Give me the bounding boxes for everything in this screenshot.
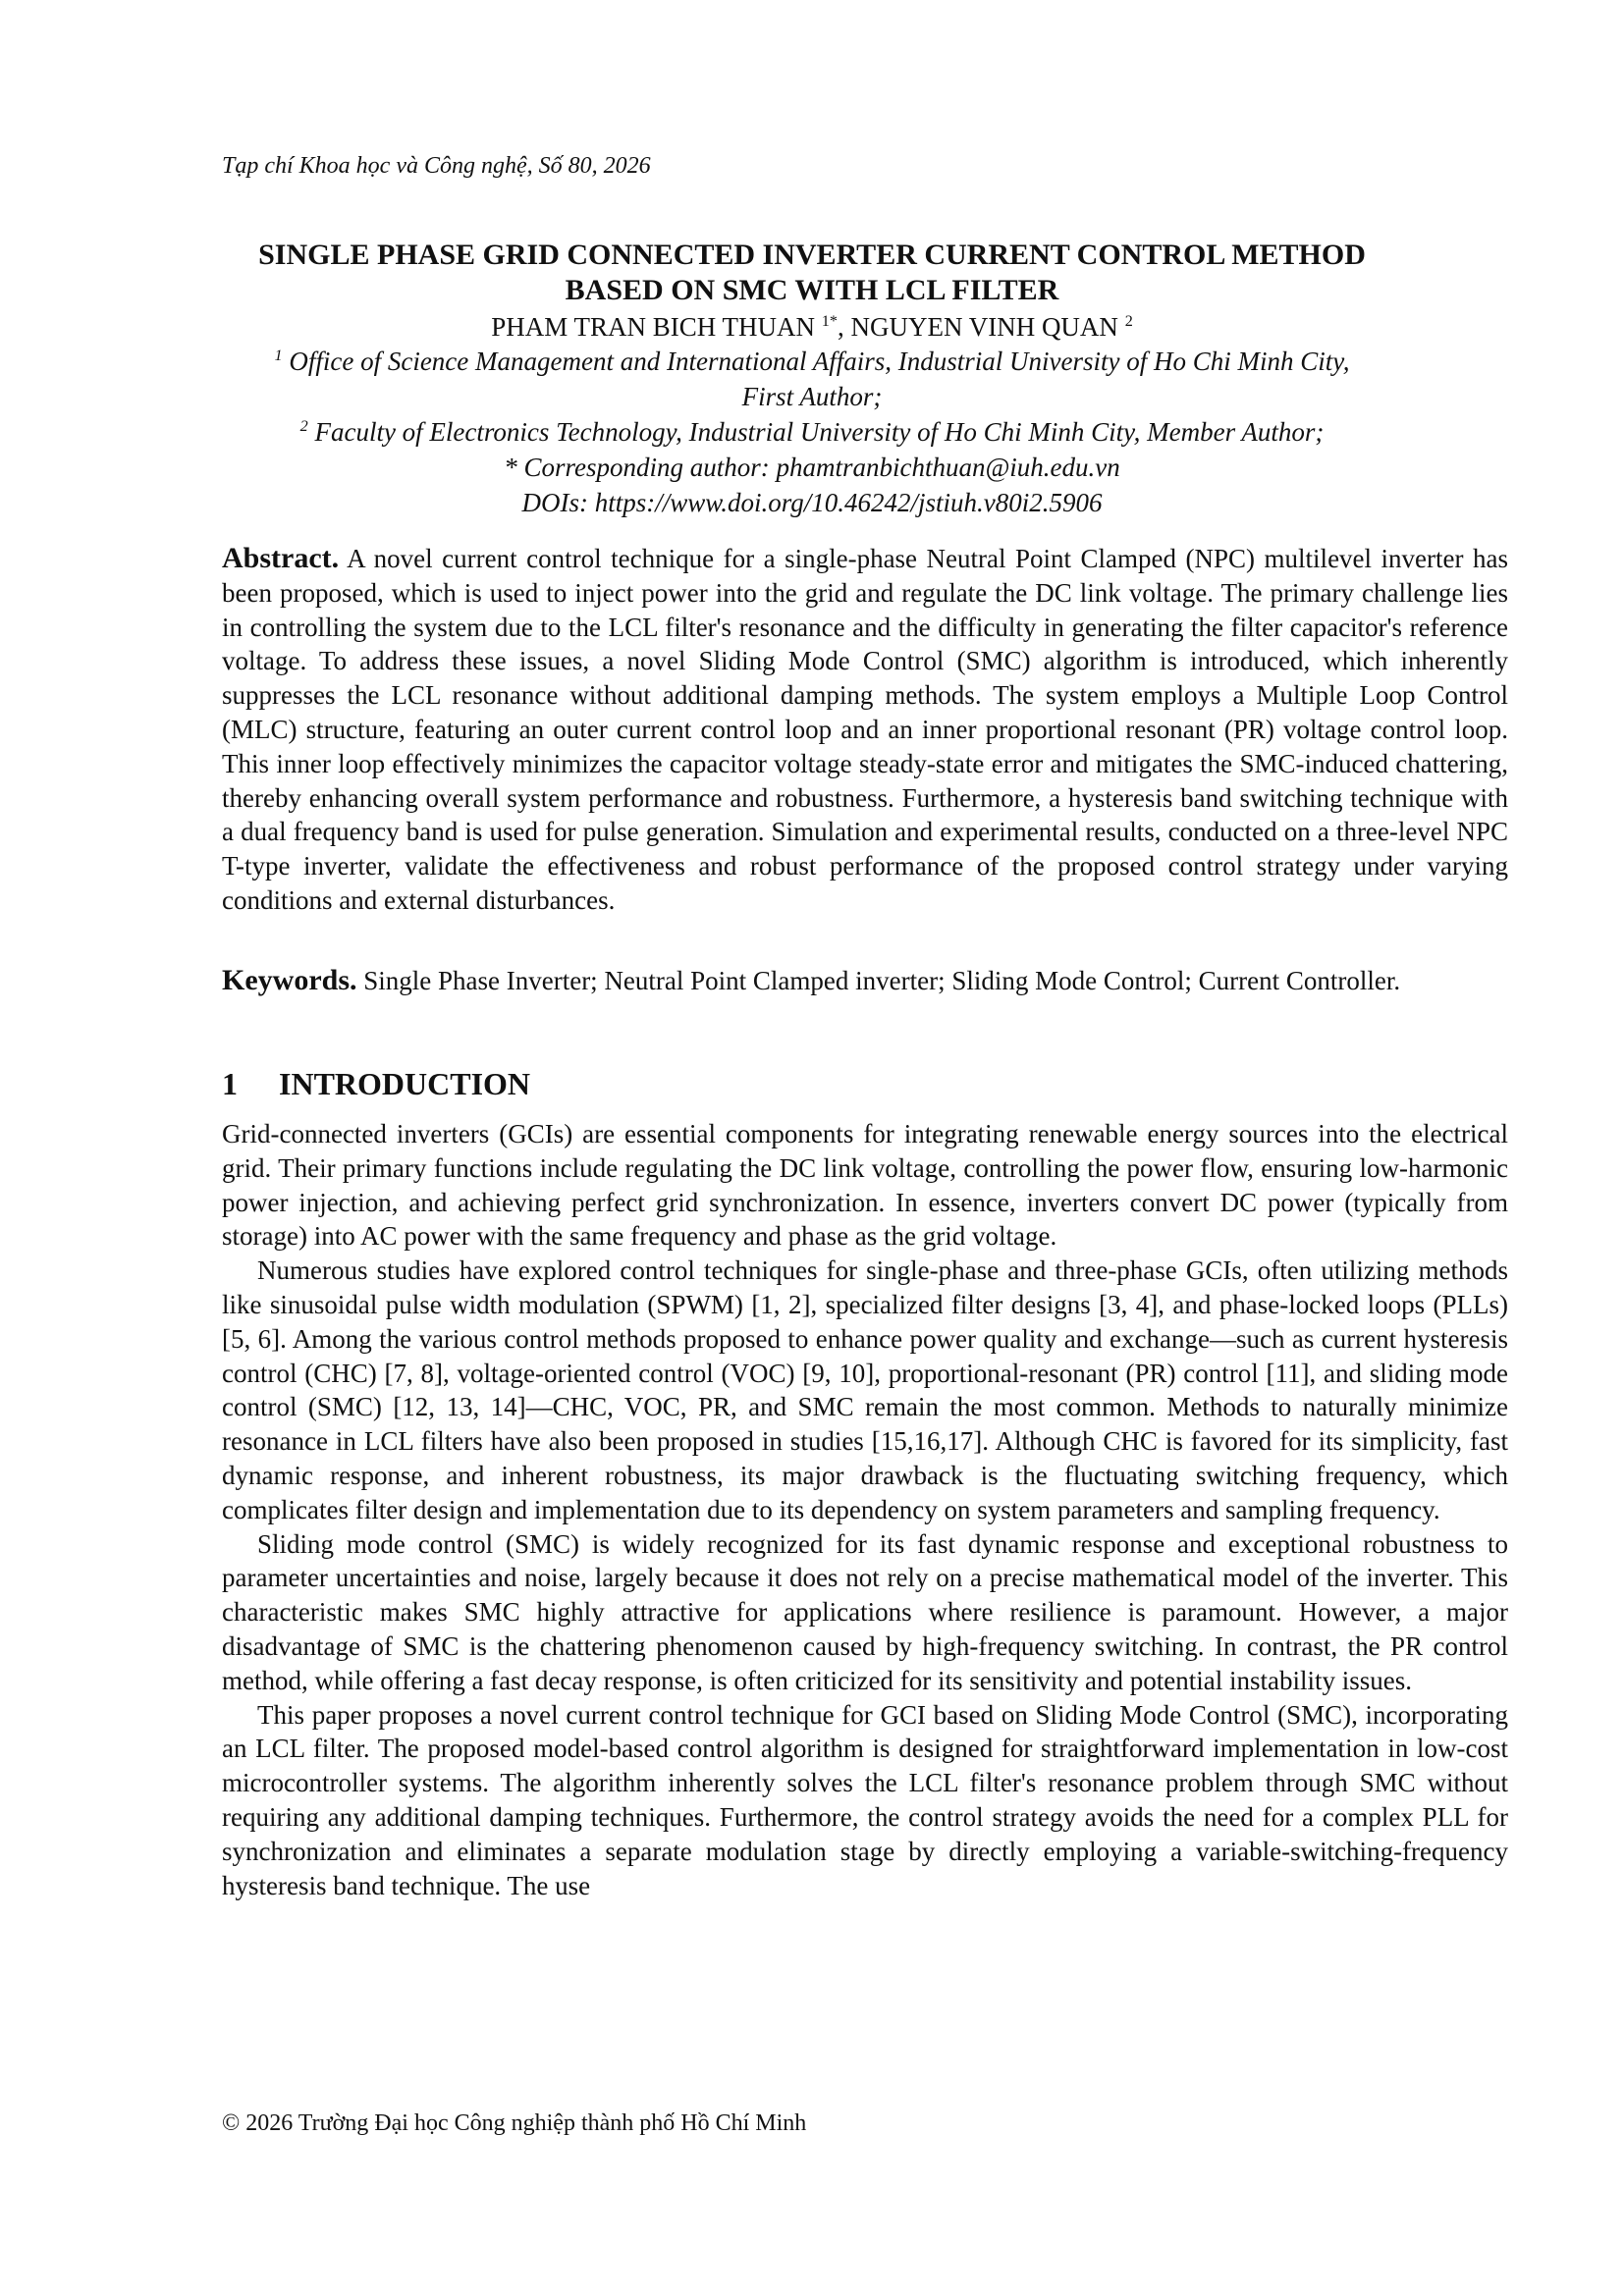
doi: DOIs: https://www.doi.org/10.46242/jstiuh.v80i2.5906: [521, 488, 1103, 517]
journal-header: Tạp chí Khoa học và Công nghệ, Số 80, 2026: [222, 153, 651, 179]
author-2-mark: 2: [1124, 312, 1133, 330]
paper-title: [206, 238, 1418, 308]
affiliation-2-mark: 2: [299, 417, 308, 435]
author-separator: ,: [837, 312, 851, 342]
affiliation-1: [206, 344, 1418, 379]
affiliation-2-text: Faculty of Electronics Technology, Industrial University of Ho Chi Minh City, Member Author;: [307, 417, 1325, 447]
abstract-text: A novel current control technique for a single-phase Neutral Point Clamped (NPC) multilevel inverter has been proposed, which is used to inject power into the grid and regulate the DC link voltage. The primary challenge lies in controlling the system due to the LCL filter's resonance and the difficulty in generating the filter capacitor's reference voltage. To address these issues, a novel Sliding Mode Control (SMC) algorithm is introduced, which inherently suppresses the LCL resonance without additional damping methods. The system employs a Multiple Loop Control (MLC) structure, featuring an outer current control loop and an inner proportional resonant (PR) voltage control loop. This inner loop effectively minimizes the capacitor voltage steady-state error and mitigates the SMC-induced chattering, thereby enhancing overall system performance and robustness. Furthermore, a hysteresis band switching technique with a dual frequency band is used for pulse generation. Simulation and experimental results, conducted on a three-level NPC T-type inverter, validate the effectiveness and robust performance of the proposed control strategy under varying conditions and external disturbances.: [222, 544, 1508, 915]
corresponding-author: * Corresponding author: phamtranbichthuan@iuh.edu.vn: [504, 453, 1120, 482]
affiliation-1-line-2: First Author;: [741, 382, 883, 411]
author-2: NGUYEN VINH QUAN: [850, 312, 1125, 342]
keywords-text: Single Phase Inverter; Neutral Point Clamped inverter; Sliding Mode Control; Current Controller.: [356, 966, 1401, 995]
title-line-2: BASED ON SMC WITH LCL FILTER: [565, 274, 1059, 306]
keywords: [222, 964, 1508, 998]
author-1: PHAM TRAN BICH THUAN: [491, 312, 822, 342]
affiliation-1-line-1: Office of Science Management and International Affairs, Industrial University of Ho Chi Minh City,: [282, 347, 1350, 376]
affiliation-2: [206, 414, 1418, 450]
section-number: 1: [222, 1066, 238, 1101]
title-line-1: SINGLE PHASE GRID CONNECTED INVERTER CURRENT CONTROL METHOD: [258, 239, 1366, 271]
section-title: INTRODUCTION: [279, 1066, 531, 1101]
section-heading: [222, 1066, 530, 1102]
abstract: [222, 542, 1508, 918]
title-block: [206, 238, 1418, 520]
introduction-body: [222, 1117, 1508, 1902]
paragraph: Sliding mode control (SMC) is widely recognized for its fast dynamic response and exceptional robustness to parameter uncertainties and noise, largely because it does not rely on a precise mathematical model of the inverter. This characteristic makes SMC highly attractive for applications where resilience is paramount. However, a major disadvantage of SMC is the chattering phenomenon caused by high-frequency switching. In contrast, the PR control method, while offering a fast decay response, is often criticized for its sensitivity and potential instability issues.: [222, 1528, 1508, 1695]
paragraph: Grid-connected inverters (GCIs) are essential components for integrating renewable energy sources into the electrical grid. Their primary functions include regulating the DC link voltage, controlling the power flow, ensuring low-harmonic power injection, and achieving perfect grid synchronization. In essence, inverters convert DC power (typically from storage) into AC power with the same frequency and phase as the grid voltage.: [222, 1119, 1508, 1252]
paragraph: This paper proposes a novel current control technique for GCI based on Sliding Mode Control (SMC), incorporating an LCL filter. The proposed model-based control algorithm is designed for straightforward implementation in low-cost microcontroller systems. The algorithm inherently solves the LCL filter's resonance problem through SMC without requiring any additional damping techniques. Furthermore, the control strategy avoids the need for a complex PLL for synchronization and eliminates a separate modulation stage by directly employing a variable-switching-frequency hysteresis band technique. The use: [222, 1699, 1508, 1900]
author-list: [206, 310, 1418, 344]
abstract-label: Abstract.: [222, 542, 340, 574]
author-1-mark: 1*: [821, 312, 838, 330]
affiliation-1-mark: 1: [274, 347, 283, 364]
paragraph: Numerous studies have explored control techniques for single-phase and three-phase GCIs, often utilizing methods like sinusoidal pulse width modulation (SPWM) [1, 2], specialized filter designs [3, 4], and phase-locked loops (PLLs) [5, 6]. Among the various control methods proposed to enhance power quality and exchange—such as current hysteresis control (CHC) [7, 8], voltage-oriented control (VOC) [9, 10], proportional-resonant (PR) control [11], and sliding mode control (SMC) [12, 13, 14]—CHC, VOC, PR, and SMC remain the most common. Methods to naturally minimize resonance in LCL filters have also been proposed in studies [15,16,17]. Although CHC is favored for its simplicity, fast dynamic response, and inherent robustness, its major drawback is the fluctuating switching frequency, which complicates filter design and implementation due to its dependency on system parameters and sampling frequency.: [222, 1255, 1508, 1524]
keywords-label: Keywords.: [222, 964, 357, 996]
copyright-footer: © 2026 Trường Đại học Công nghiệp thành phố Hồ Chí Minh: [222, 2110, 807, 2136]
